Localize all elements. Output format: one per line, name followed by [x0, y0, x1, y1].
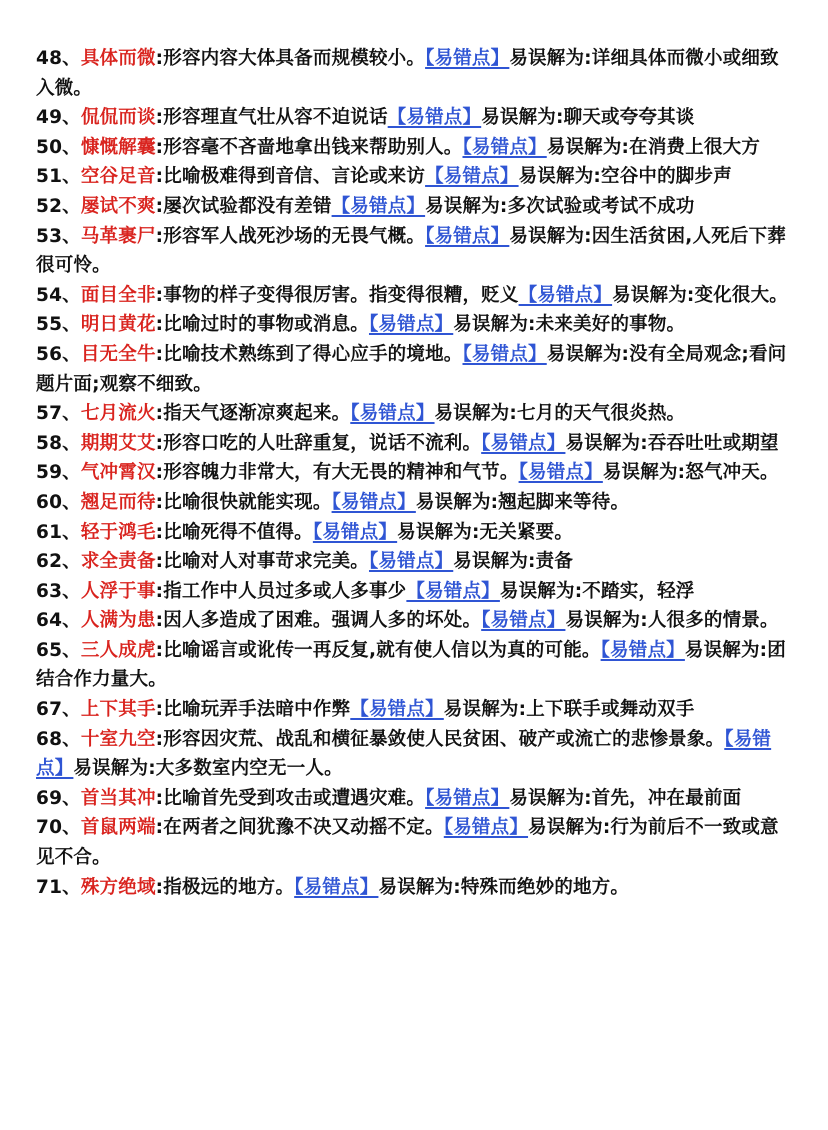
entry-number: 69、: [36, 787, 81, 809]
error-point-tag[interactable]: 【易错点】: [387, 107, 482, 129]
idiom-meaning: :比喻极难得到音信、言论或来访: [155, 166, 426, 188]
idiom-entry: [36, 784, 794, 814]
idiom-term: 三人成虎: [80, 639, 156, 661]
idiom-term: 屡试不爽: [80, 195, 156, 217]
idiom-term: 气冲霄汉: [80, 462, 156, 484]
error-point-tag[interactable]: 【易错点】: [294, 876, 379, 898]
misinterpretation-text: 易误解为:上下联手或舞动双手: [443, 699, 695, 721]
error-point-tag[interactable]: 【易错点】: [425, 166, 519, 188]
idiom-entry: [36, 133, 794, 163]
entry-number: 55、: [36, 314, 81, 336]
misinterpretation-text: 易误解为:在消费上很大方: [546, 136, 761, 158]
entry-number: 57、: [36, 403, 81, 425]
entry-number: 70、: [36, 817, 81, 839]
idiom-term: 人浮于事: [80, 580, 156, 602]
idiom-entry: [36, 725, 794, 784]
misinterpretation-text: 易误解为:特殊而绝妙的地方。: [378, 876, 630, 898]
idiom-meaning: :形容因灾荒、战乱和横征暴敛使人民贫困、破产或流亡的悲惨景象。: [155, 728, 725, 750]
entry-number: 58、: [36, 432, 81, 454]
idiom-meaning: :指工作中人员过多或人多事少: [155, 580, 407, 602]
idiom-entry: [36, 547, 794, 577]
idiom-meaning: :屡次试验都没有差错: [155, 195, 332, 217]
idiom-term: 面目全非: [80, 284, 156, 306]
idiom-entry: [36, 310, 794, 340]
idiom-term: 马革裹尸: [80, 225, 156, 247]
idiom-term: 殊方绝域: [80, 876, 156, 898]
entry-number: 61、: [36, 521, 81, 543]
idiom-term: 上下其手: [80, 699, 156, 721]
idiom-entry: [36, 340, 794, 399]
misinterpretation-text: 易误解为:变化很大。: [612, 284, 788, 306]
idiom-meaning: :比喻玩弄手法暗中作弊: [155, 699, 351, 721]
idiom-meaning: :形容内容大体具备而规模较小。: [155, 48, 426, 69]
misinterpretation-text: 易误解为:详细具体而微小或细致入微。: [36, 48, 779, 99]
idiom-term: 人满为患: [80, 610, 156, 632]
idiom-term: 明日黄花: [80, 314, 156, 336]
error-point-tag[interactable]: 【易错点】: [481, 432, 566, 454]
idiom-meaning: :比喻很快就能实现。: [155, 491, 332, 513]
idiom-term: 七月流火: [80, 403, 156, 425]
misinterpretation-text: 易误解为:大多数室内空无一人。: [73, 758, 343, 780]
entry-number: 53、: [36, 225, 81, 247]
misinterpretation-text: 易误解为:翘起脚来等待。: [415, 491, 630, 513]
entry-number: 52、: [36, 195, 81, 217]
entry-number: 49、: [36, 107, 81, 129]
idiom-entry: [36, 577, 794, 607]
misinterpretation-text: 易误解为:没有全局观念;看问题片面;观察不细致。: [36, 343, 787, 395]
idiom-entry: [36, 488, 794, 518]
error-point-tag[interactable]: 【易错点】: [406, 580, 500, 602]
error-point-tag[interactable]: 【易错点】: [462, 136, 547, 158]
idiom-term: 具体而微: [80, 48, 156, 69]
misinterpretation-text: 易误解为:团结合作力量大。: [36, 639, 786, 691]
idiom-term: 求全责备: [80, 551, 156, 573]
idiom-meaning: :指天气逐渐凉爽起来。: [155, 403, 351, 425]
idiom-entry: [36, 636, 794, 695]
error-point-tag[interactable]: 【易错点】: [331, 195, 426, 217]
error-point-tag[interactable]: 【易错点】: [462, 343, 547, 365]
error-point-tag[interactable]: 【易错点】: [425, 48, 510, 69]
entry-number: 63、: [36, 580, 81, 602]
idiom-entry: [36, 873, 794, 903]
idiom-meaning: :比喻谣言或讹传一再反复,就有使人信以为真的可能。: [155, 639, 601, 661]
error-point-tag[interactable]: 【易错点】: [600, 639, 685, 661]
misinterpretation-text: 易误解为:因生活贫困,人死后下葬很可怜。: [36, 225, 786, 277]
entry-number: 54、: [36, 284, 81, 306]
idiom-entry: [36, 222, 794, 281]
misinterpretation-text: 易误解为:吞吞吐吐或期望: [565, 432, 779, 454]
idiom-meaning: :因人多造成了困难。强调人多的坏处。: [155, 610, 482, 632]
misinterpretation-text: 易误解为:行为前后不一致或意见不合。: [36, 817, 779, 869]
entry-number: 64、: [36, 610, 81, 632]
error-point-tag[interactable]: 【易错点】: [350, 699, 444, 721]
idiom-entry: [36, 192, 794, 222]
entry-number: 50、: [36, 136, 81, 158]
misinterpretation-text: 易误解为:人很多的情景。: [565, 610, 779, 632]
error-point-tag[interactable]: 【易错点】: [518, 284, 613, 306]
error-point-tag[interactable]: 【易错点】: [425, 787, 510, 809]
idiom-term: 空谷足音: [80, 166, 156, 188]
misinterpretation-text: 易误解为:七月的天气很炎热。: [434, 403, 686, 425]
idiom-term: 首当其冲: [80, 787, 156, 809]
idiom-term: 轻于鸿毛: [80, 521, 156, 543]
idiom-term: 期期艾艾: [80, 432, 156, 454]
error-point-tag[interactable]: 【易错点】: [368, 314, 454, 336]
entry-number: 65、: [36, 639, 81, 661]
idiom-meaning: :形容军人战死沙场的无畏气概。: [155, 225, 426, 247]
idiom-term: 侃侃而谈: [80, 107, 156, 129]
idiom-entry: [36, 518, 794, 548]
idiom-meaning: :形容理直气壮从容不迫说话: [155, 107, 388, 129]
error-point-tag[interactable]: 【易错点】: [443, 817, 529, 839]
entry-number: 68、: [36, 728, 81, 750]
idiom-entry: [36, 44, 794, 103]
misinterpretation-text: 易误解为:怒气冲天。: [602, 462, 779, 484]
error-point-tag[interactable]: 【易错点】: [331, 491, 416, 513]
idiom-meaning: :比喻对人对事苛求完美。: [155, 551, 369, 573]
idiom-meaning: :比喻过时的事物或消息。: [155, 314, 369, 336]
idiom-entry: [36, 103, 794, 133]
idiom-meaning: :形容口吃的人吐辞重复，说话不流利。: [155, 432, 482, 454]
idiom-term: 首鼠两端: [80, 817, 156, 839]
entry-number: 62、: [36, 551, 81, 573]
idiom-entry: [36, 458, 794, 488]
idiom-meaning: :形容毫不吝啬地拿出钱来帮助别人。: [155, 136, 463, 158]
idiom-entry: [36, 399, 794, 429]
error-point-tag[interactable]: 【易错点】: [36, 728, 772, 780]
error-point-tag[interactable]: 【易错点】: [368, 551, 454, 573]
idiom-term: 翘足而待: [80, 491, 156, 513]
entry-number: 56、: [36, 343, 81, 365]
idiom-entry: [36, 162, 794, 192]
idiom-entry: [36, 606, 794, 636]
misinterpretation-text: 易误解为:不踏实，轻浮: [499, 580, 695, 602]
idiom-meaning: :指极远的地方。: [155, 876, 295, 898]
misinterpretation-text: 易误解为:聊天或夸夸其谈: [481, 107, 695, 129]
error-point-tag[interactable]: 【易错点】: [350, 403, 435, 425]
entry-number: 59、: [36, 462, 81, 484]
misinterpretation-text: 易误解为:未来美好的事物。: [453, 314, 686, 336]
misinterpretation-text: 易误解为:无关紧要。: [397, 521, 574, 543]
idiom-term: 慷慨解囊: [80, 136, 156, 158]
idiom-meaning: :比喻技术熟练到了得心应手的境地。: [155, 343, 463, 365]
misinterpretation-text: 易误解为:责备: [453, 551, 574, 573]
idiom-meaning: :形容魄力非常大，有大无畏的精神和气节。: [155, 462, 519, 484]
error-point-tag[interactable]: 【易错点】: [425, 225, 510, 247]
error-point-tag[interactable]: 【易错点】: [312, 521, 398, 543]
idiom-term: 十室九空: [80, 728, 156, 750]
idiom-meaning: :比喻首先受到攻击或遭遇灾难。: [155, 787, 426, 809]
idiom-term: 目无全牛: [80, 343, 156, 365]
idiom-meaning: :事物的样子变得很厉害。指变得很糟，贬义: [155, 284, 519, 306]
misinterpretation-text: 易误解为:多次试验或考试不成功: [425, 195, 695, 217]
idiom-entry: [36, 813, 794, 872]
entry-number: 71、: [36, 876, 81, 898]
error-point-tag[interactable]: 【易错点】: [518, 462, 603, 484]
idiom-meaning: :比喻死得不值得。: [155, 521, 313, 543]
misinterpretation-text: 易误解为:首先，冲在最前面: [509, 787, 742, 809]
idiom-meaning: :在两者之间犹豫不决又动摇不定。: [155, 817, 444, 839]
idiom-entry: [36, 695, 794, 725]
entry-number: 67、: [36, 699, 81, 721]
idiom-entry: [36, 281, 794, 311]
entry-number: 60、: [36, 491, 81, 513]
error-point-tag[interactable]: 【易错点】: [481, 610, 566, 632]
entry-number: 51、: [36, 166, 81, 188]
misinterpretation-text: 易误解为:空谷中的脚步声: [518, 166, 732, 188]
idiom-entry: [36, 429, 794, 459]
entry-number: 48、: [36, 48, 81, 69]
